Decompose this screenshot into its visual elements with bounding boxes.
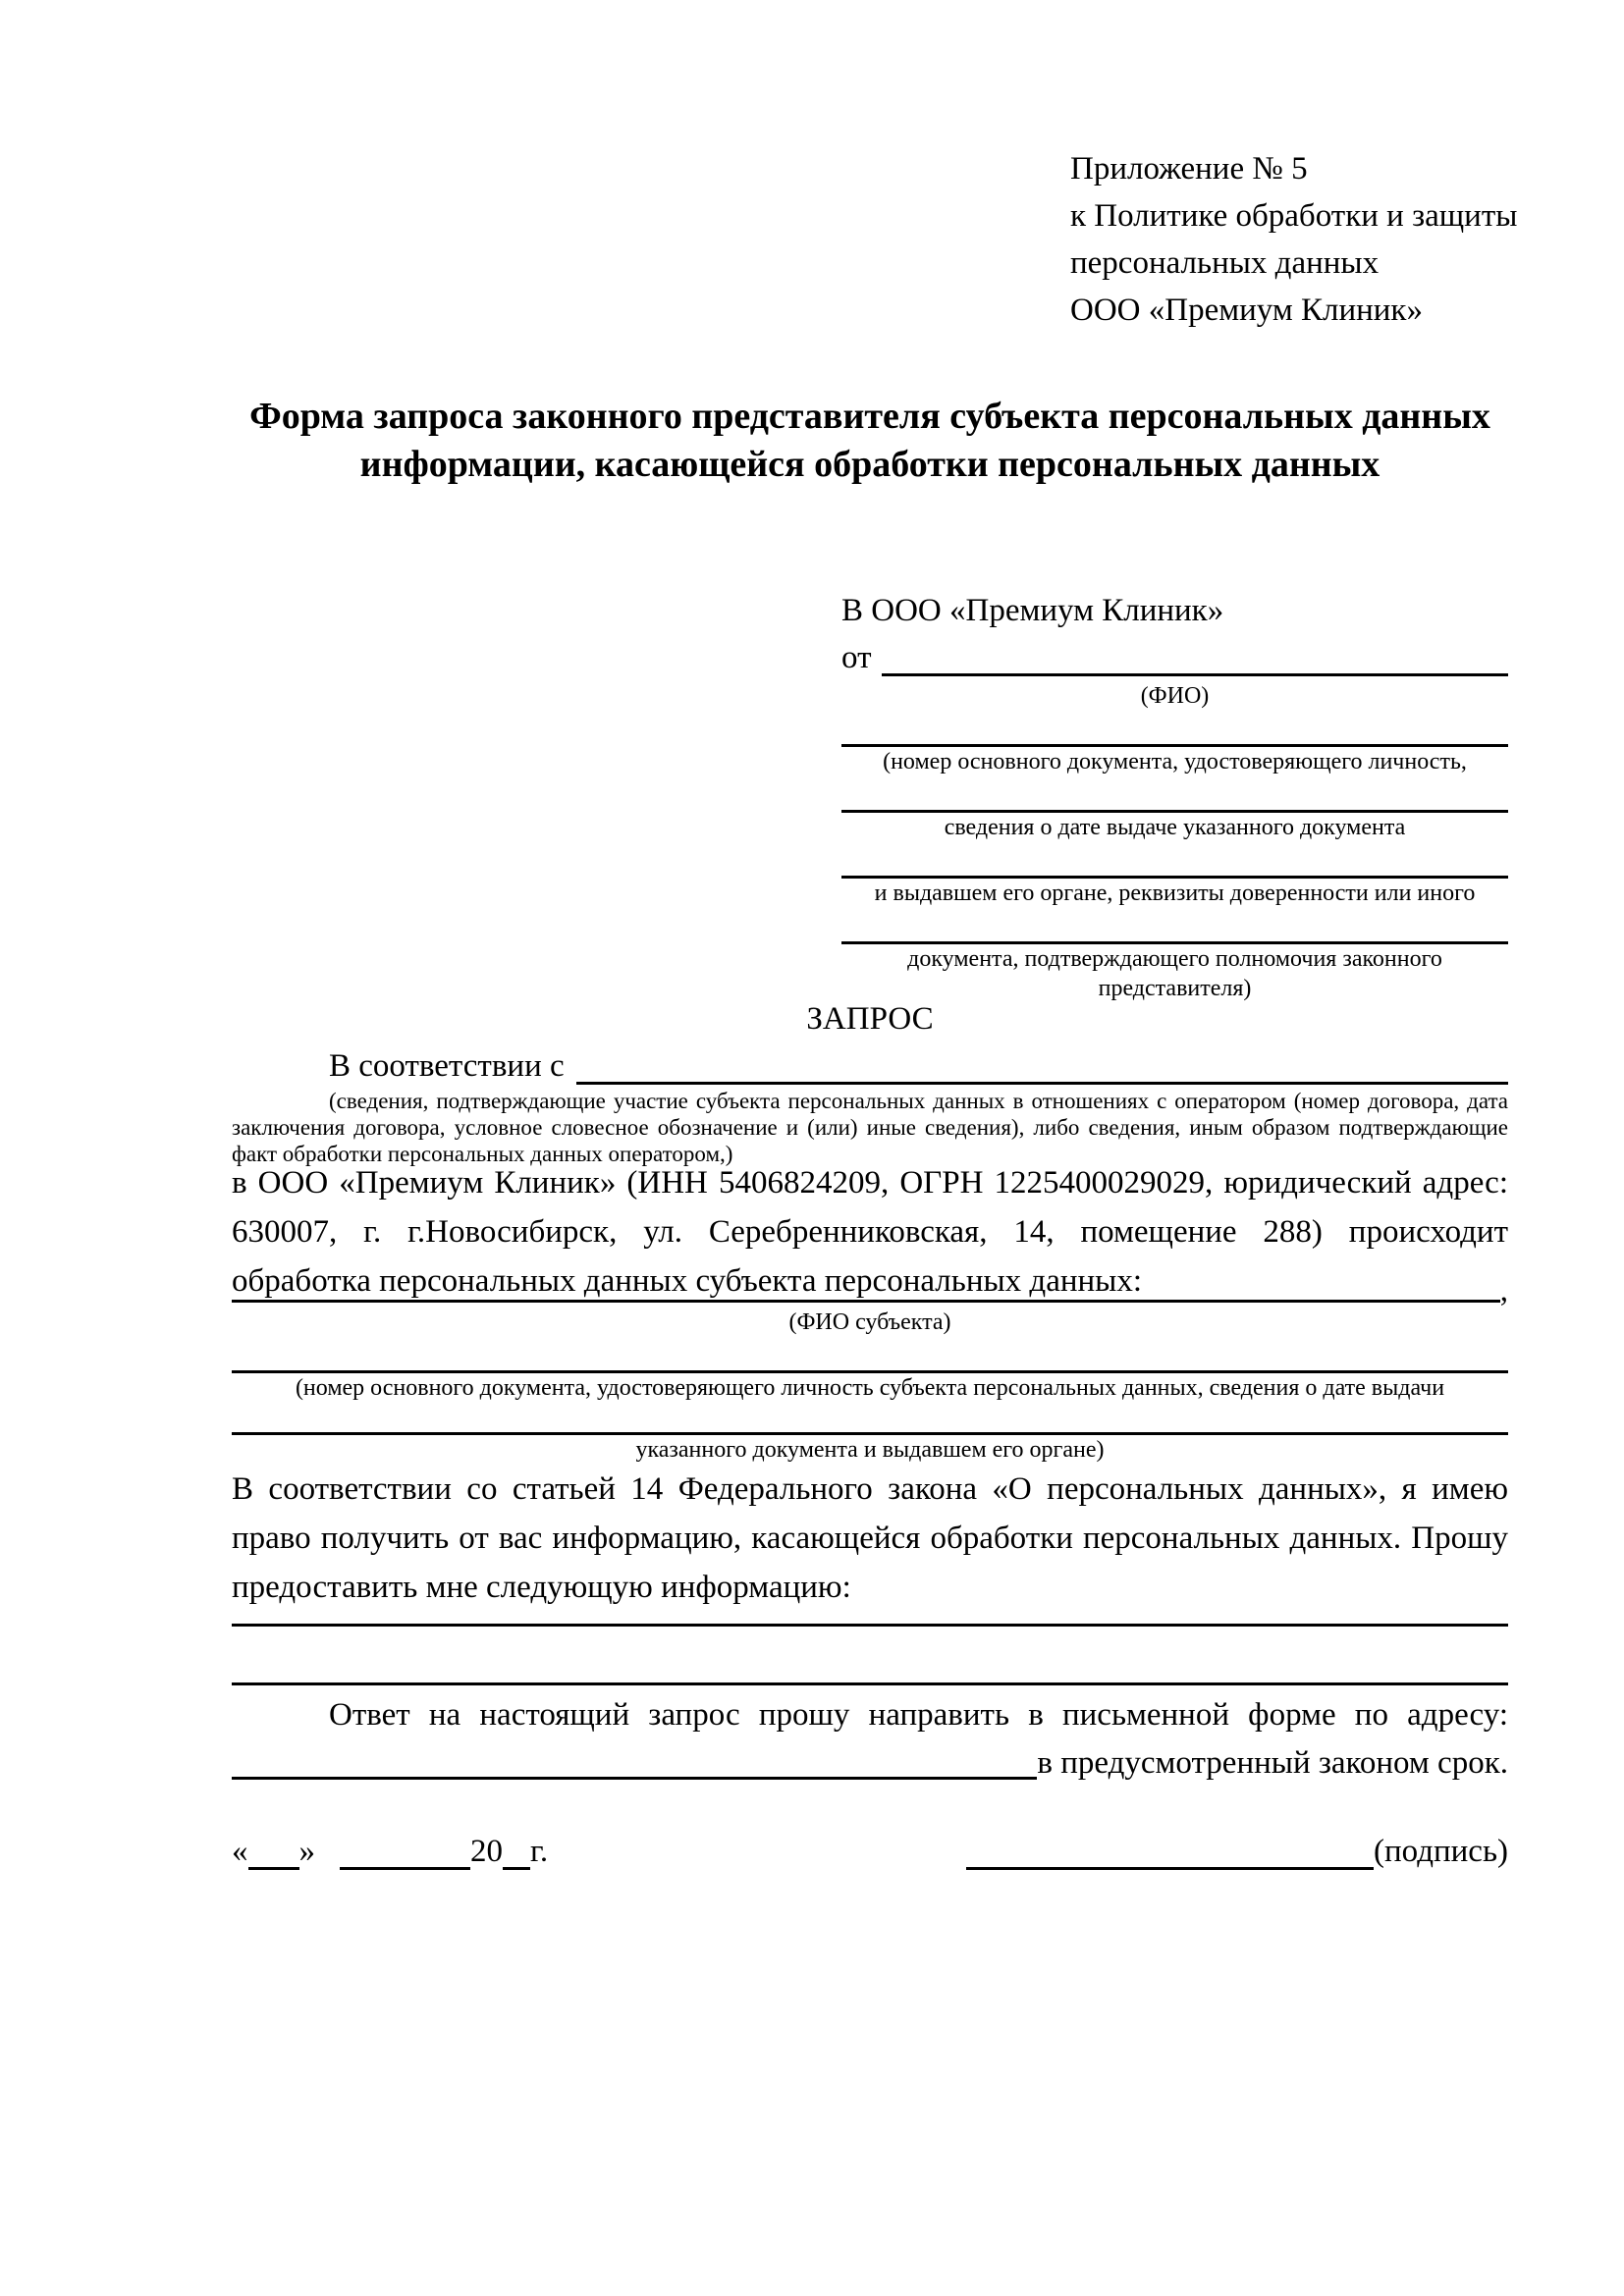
blank-line <box>841 711 1508 747</box>
document-title <box>232 393 1508 489</box>
addressee-to: В ООО «Премиум Клиник» <box>841 593 1224 628</box>
year-blank <box>503 1867 530 1870</box>
intro-caption: (сведения, подтверждающие участие субъекта персональных данных в отношениях с оператором (номер договора, дата заключения договора, условное словесное обозначение и (или) иные сведения), либо сведения, иным образом подтверждающие факт обработки персональных данных оператором,) <box>232 1089 1508 1166</box>
answer-line-2 <box>232 1739 1508 1785</box>
footer-row <box>232 1828 1508 1875</box>
write-in-lines <box>232 1578 1508 1685</box>
blank-line <box>232 1627 1508 1685</box>
subject-block <box>232 1273 1508 1465</box>
subject-fio-line <box>232 1273 1508 1308</box>
doc-caption: и выдавшем его органе, реквизиты доверенности или иного <box>874 881 1476 906</box>
blank-line <box>232 1578 1508 1627</box>
blank-line <box>841 908 1508 944</box>
subject-fio-comma: , <box>1499 1273 1508 1308</box>
doc-caption: документа, подтверждающего полномочия законного представителя) <box>907 946 1442 1001</box>
from-line <box>841 634 1508 681</box>
month-blank <box>340 1867 470 1870</box>
subject-fio-caption: (ФИО субъекта) <box>788 1309 951 1335</box>
signature-group <box>966 1828 1508 1875</box>
law-paragraph: В соответствии со статьей 14 Федерального закона «О персональных данных», я имею право получить от вас информацию, касающейся обработки персональных данных. Прошу предоставить мне следующую информацию: <box>232 1471 1508 1605</box>
answer-suffix: в предусмотренный законом срок. <box>1037 1745 1508 1781</box>
date-close-quote: » <box>298 1834 315 1869</box>
document-title-line-1: Форма запроса законного представителя субъекта персональных данных <box>249 396 1490 437</box>
appendix-line: ООО «Премиум Клиник» <box>1070 293 1423 328</box>
intro-label: В соответствии с <box>329 1048 565 1084</box>
answer-line-1: Ответ на настоящий запрос прошу направить в письменной форме по адресу: <box>329 1697 1508 1733</box>
subject-doc-caption: указанного документа и выдавшем его органе) <box>635 1437 1105 1463</box>
doc-caption: (номер основного документа, удостоверяющего личность, <box>883 749 1467 774</box>
document-title-line-2: информации, касающейся обработки персональных данных <box>359 444 1380 485</box>
date-open-quote: « <box>232 1834 248 1869</box>
blank-line <box>232 1337 1508 1373</box>
fio-caption: (ФИО) <box>1140 683 1210 709</box>
fio-blank-line <box>882 673 1509 676</box>
from-label: от <box>841 640 872 675</box>
request-heading: ЗАПРОС <box>806 1001 934 1037</box>
appendix-line: Приложение № 5 <box>1070 151 1308 187</box>
blank-line <box>232 1403 1508 1435</box>
year-prefix: 20 <box>470 1834 503 1869</box>
blank-line <box>841 776 1508 813</box>
address-blank-line <box>232 1777 1037 1780</box>
intro-line <box>232 1042 1508 1090</box>
signature-caption: (подпись) <box>1374 1834 1508 1869</box>
addressee-block <box>841 587 1508 1003</box>
answer-paragraph <box>232 1690 1508 1785</box>
subject-doc-caption: (номер основного документа, удостоверяющего личность субъекта персональных данных, сведения о дате выдачи <box>295 1375 1445 1401</box>
intro-blank-line <box>576 1082 1508 1085</box>
date-group <box>232 1828 548 1875</box>
appendix-line: персональных данных <box>1070 245 1380 281</box>
appendix-block <box>1070 145 1517 334</box>
signature-blank <box>966 1867 1374 1870</box>
doc-caption: сведения о дате выдаче указанного документа <box>944 815 1406 840</box>
day-blank <box>248 1867 299 1870</box>
appendix-line: к Политике обработки и защиты <box>1070 198 1518 234</box>
year-suffix: г. <box>530 1834 549 1869</box>
blank-line <box>841 842 1508 879</box>
subject-fio-blank-line <box>232 1300 1500 1303</box>
operator-paragraph: в ООО «Премиум Клиник» (ИНН 5406824209, ОГРН 1225400029029, юридический адрес: 630007, г. г.Новосибирск, ул. Серебренниковская, 14, помещение 288) происходит обработка персональных данных субъекта персональных данных: <box>232 1165 1508 1299</box>
